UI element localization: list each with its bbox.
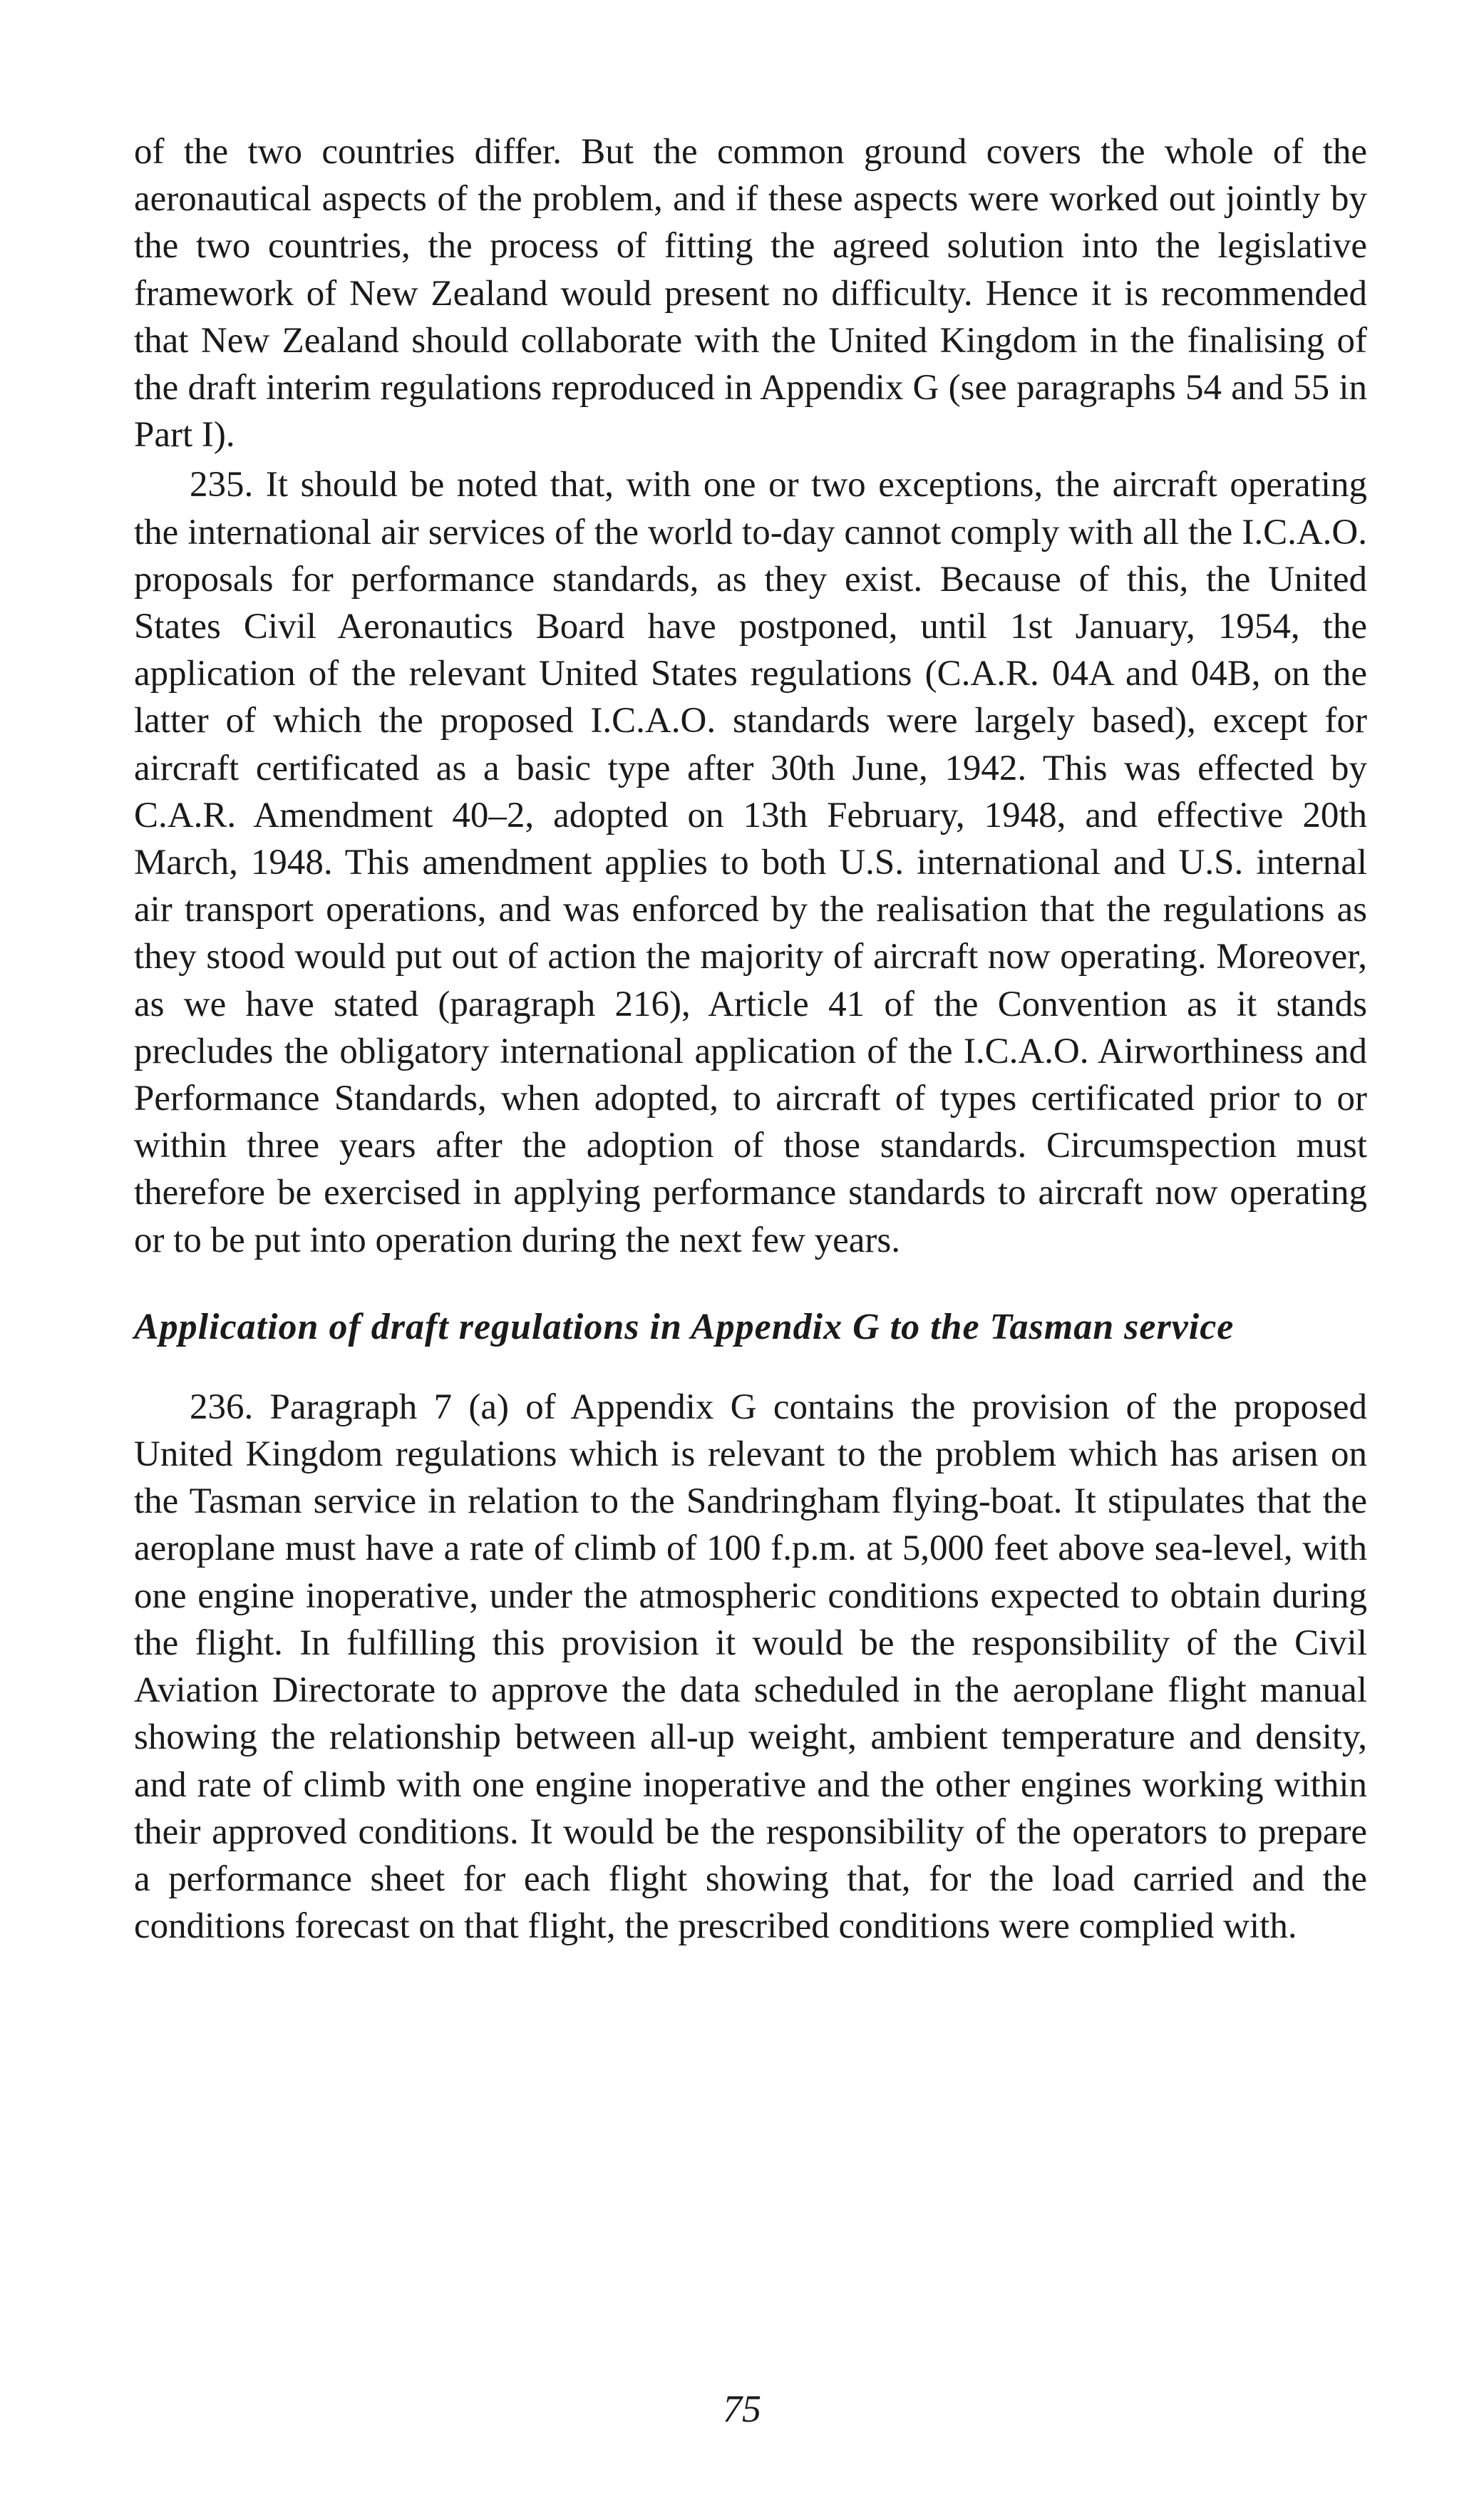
paragraph-235: 235. It should be noted that, with one or two exceptions, the aircraft operating the international air services of the world to-day cannot comply with all the I.C.A.O. proposals for performance standards, as they exist. Because of this, the United States Civil Aeronautics Board have postponed, until 1st January, 1954, the application of the relevant United States regulations (C.A.R. 04A and 04B, on the latter of which the proposed I.C.A.O. standards were largely based), except for aircraft certificated as a basic type after 30th June, 1942. This was effected by C.A.R. Amendment 40–2, adopted on 13th February, 1948, and effective 20th March, 1948. This amendment applies to both U.S. international and U.S. internal air transport operations, and was enforced by the realisation that the regulations as they stood would put out of action the majority of aircraft now operating. Moreover, as we have stated (paragraph 216), Article 41 of the Convention as it stands precludes the obligatory international application of the I.C.A.O. Airworthiness and Performance Standards, when adopted, to aircraft of types certificated prior to or within three years after the adoption of those standards. Circumspection must therefore be exercised in applying performance standards to aircraft now operating or to be put into operation during the next few years. bbox=[134, 465, 1367, 1260]
document-page bbox=[134, 128, 1367, 1950]
paragraph-236: 236. Paragraph 7 (a) of Appendix G contains the provision of the proposed United Kingdom regulations which is relevant to the problem which has arisen on the Tasman service in relation to the Sandringham flying-boat. It stipulates that the aeroplane must have a rate of climb of 100 f.p.m. at 5,000 feet above sea-level, with one engine inoperative, under the atmospheric conditions expected to obtain during the flight. In fulfilling this provision it would be the responsibility of the Civil Aviation Directorate to approve the data scheduled in the aeroplane flight manual showing the relationship between all-up weight, ambient temperature and density, and rate of climb with one engine inoperative and the other engines working within their approved conditions. It would be the responsibility of the operators to prepare a performance sheet for each flight showing that, for the load carried and the conditions forecast on that flight, the prescribed conditions were complied with. bbox=[134, 1387, 1367, 1947]
section-heading: Application of draft regulations in Appendix G to the Tasman service bbox=[134, 1306, 1235, 1347]
paragraph-continuation: of the two countries differ. But the common ground covers the whole of the aeronautical aspects of the problem, and if these aspects were worked out jointly by the two countries, the process of fitting the agreed solution into the legislative framework of New Zealand would present no difficulty. Hence it is recommended that New Zealand should collaborate with the United Kingdom in the finalising of the draft interim regulations reproduced in Appendix G (see paragraphs 54 and 55 in Part I). bbox=[134, 132, 1367, 456]
page-number: 75 bbox=[723, 2387, 761, 2430]
